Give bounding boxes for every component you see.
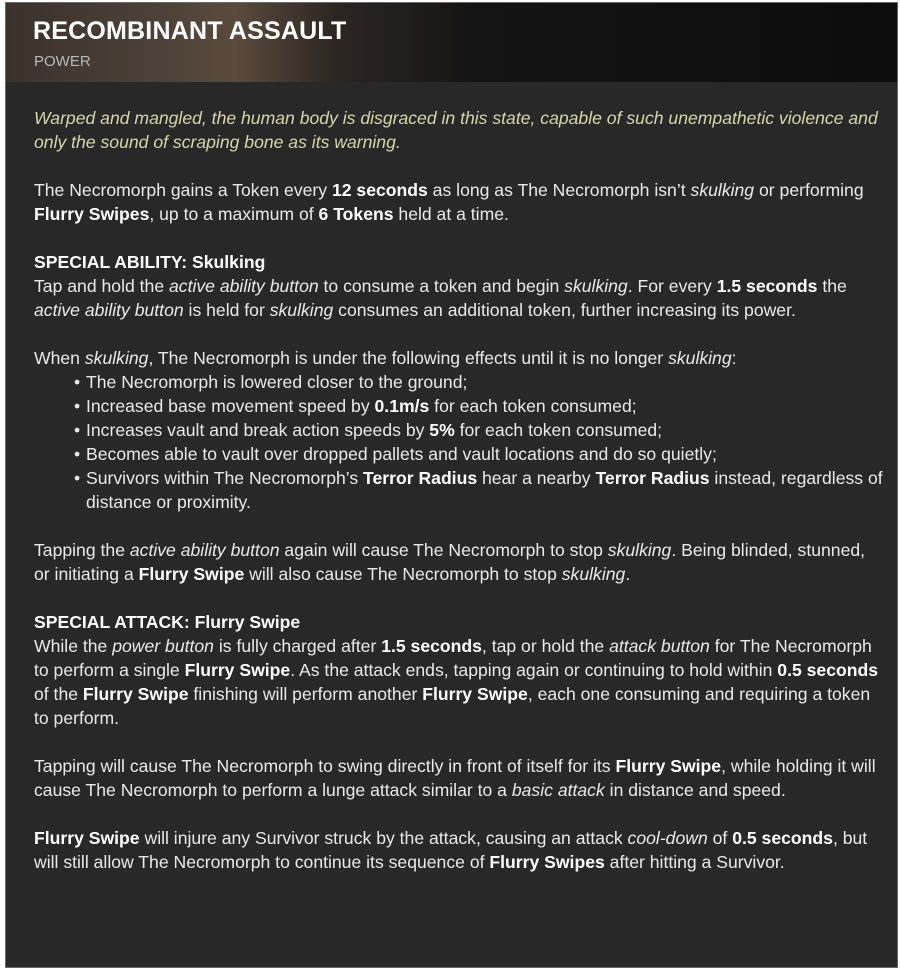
special-attack-heading: SPECIAL ATTACK: Flurry Swipe bbox=[34, 612, 301, 632]
flavor-text: Warped and mangled, the human body is disgraced in this state, capable of such unempathetic violence and only the sound of scraping bone as its warning. bbox=[34, 108, 878, 152]
skulking-effects-list bbox=[34, 370, 883, 514]
list-item: • Becomes able to vault over dropped pallets and vault locations and do so quietly; bbox=[74, 442, 883, 466]
token-paragraph: The Necromorph gains a Token every 12 seconds as long as The Necromorph isn’t skulking or performing Flurry Swipes, up to a maximum of 6 Tokens held at a time. bbox=[34, 180, 864, 224]
skulking-effects-intro: When skulking, The Necromorph is under the following effects until it is no longer skulking: bbox=[34, 348, 737, 368]
list-item: • Increased base movement speed by 0.1m/s for each token consumed; bbox=[74, 394, 883, 418]
power-type-label: POWER bbox=[34, 53, 91, 70]
stop-skulking-paragraph: Tapping the active ability button again will cause The Necromorph to stop skulking. Being blinded, stunned, or initiating a Flurry Swipe will also cause The Necromorph to stop skulking. bbox=[34, 540, 866, 584]
injure-paragraph: Flurry Swipe will injure any Survivor struck by the attack, causing an attack cool-down of 0.5 seconds, but will still allow The Necromorph to continue its sequence of Flurry Swipes after hitting a Survivor. bbox=[34, 828, 868, 872]
list-item: • The Necromorph is lowered closer to the ground; bbox=[74, 370, 883, 394]
list-item: • Survivors within The Necromorph’s Terror Radius hear a nearby Terror Radius instead, regardless of distance or proximity. bbox=[74, 466, 883, 514]
special-attack-description: While the power button is fully charged after 1.5 seconds, tap or hold the attack button for The Necromorph to perform a single Flurry Swipe. As the attack ends, tapping again or continuing to hold within 0.5 seconds of the Flurry Swipe finishing will perform another Flurry Swipe, each one consuming and requiring a token to perform. bbox=[34, 636, 879, 728]
tap-vs-hold-paragraph: Tapping will cause The Necromorph to swing directly in front of itself for its Flurry Swipe, while holding it will cause The Necromorph to perform a lunge attack similar to a basic attack in distance and speed. bbox=[34, 756, 876, 800]
card-body bbox=[34, 106, 883, 874]
list-item: • Increases vault and break action speeds by 5% for each token consumed; bbox=[74, 418, 883, 442]
power-title: RECOMBINANT ASSAULT bbox=[33, 17, 347, 45]
power-card bbox=[5, 2, 898, 968]
card-header bbox=[6, 3, 897, 82]
special-ability-description: Tap and hold the active ability button to consume a token and begin skulking. For every 1.5 seconds the active ability button is held for skulking consumes an additional token, further increasing its power. bbox=[34, 276, 847, 320]
special-ability-heading: SPECIAL ABILITY: Skulking bbox=[34, 252, 266, 272]
